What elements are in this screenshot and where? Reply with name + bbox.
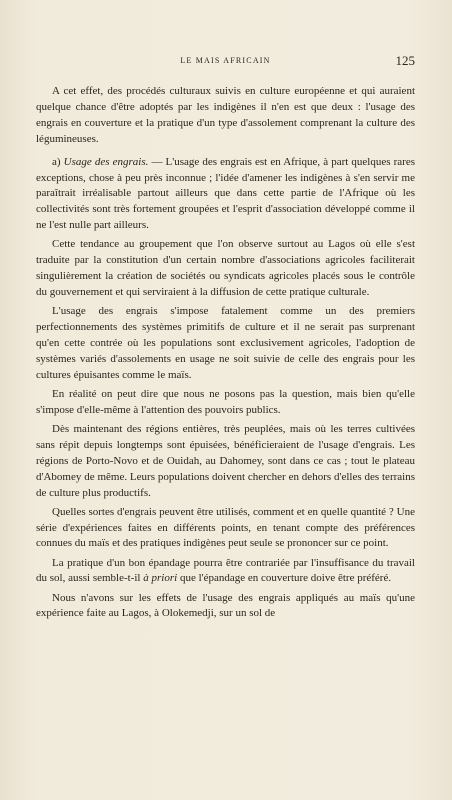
paragraph-6: Dès maintenant des régions entières, très peuplées, mais où les terres cultivées sans répit depuis longtemps sont épuisées, bénéficieraient de l'usage d'engrais. Les régions de Porto-Novo et de Ouidah, au Dahomey, sont dans ce cas ; tout le plateau d'Abomey de même. Leurs populations doivent chercher en dehors d'elles des terrains de culture plus productifs.	[36, 422, 415, 499]
paragraph-8-text-a: La pratique d'un bon épandage pourra être contrariée par l'insuffisance du travail du sol, aussi semble-t-il	[36, 556, 415, 585]
section-heading: Usage des engrais.	[63, 155, 149, 168]
section-text: — L'usage des engrais est en Afrique, à part quelques rares exceptions, chose à peu près inconnue ; l'idée d'amener les indigènes à s'en servir me paraîtrait irréalisable partout ailleurs que dans cette partie de l'Afrique où les collectivités sont très fortement groupées et l'esprit d'association développé comme il ne l'est nulle part ailleurs.	[36, 155, 415, 232]
running-head	[36, 53, 415, 69]
paragraph-8	[36, 556, 415, 588]
paragraph-5: En réalité on peut dire que nous ne posons pas la question, mais bien qu'elle s'impose d'elle-même à l'attention des pouvoirs publics.	[36, 387, 415, 416]
paragraph-8-italic: à priori	[143, 572, 178, 585]
paragraph-7: Quelles sortes d'engrais peuvent être utilisés, comment et en quelle quantité ? Une série d'expériences faites en différents points, en tenant compte des préférences connues du maïs et des pratiques indigènes peut seule se prononcer sur ce point.	[36, 505, 415, 550]
page-number: 125	[395, 53, 415, 68]
paragraph-3: Cette tendance au groupement que l'on observe surtout au Lagos où elle s'est traduite par la constitution d'un certain nombre d'associations agricoles faciliterait singulièrement la création de sociétés ou syndicats agricoles placés sous le contrôle du gouvernement et qui serviraient à la diffusion de cette pratique culturale.	[36, 238, 415, 299]
running-title: LE MAIS AFRICAIN	[180, 56, 271, 65]
paragraph-4: L'usage des engrais s'impose fatalement comme un des premiers perfectionnements des systèmes primitifs de culture et il ne serait pas surprenant qu'en cette contrée où les populations sont exclusivement agricoles, l'adoption de systèmes variés d'assolements en usage ne soit suivie de celle des engrais pour les cultures épuisantes comme le maïs.	[36, 305, 415, 381]
section-marker: a)	[52, 155, 64, 168]
paragraph-usage-des-engrais	[36, 155, 415, 235]
paragraph-9: Nous n'avons sur les effets de l'usage des engrais appliqués au maïs qu'une expérience faite au Lagos, à Olokemedji, sur un sol de	[36, 591, 415, 620]
paragraph-1: A cet effet, des procédés culturaux suivis en culture européenne et qui auraient quelque chance d'être adoptés par les indigènes il n'en est que deux : l'usage des engrais en couverture et la pratique d'un type d'assolement comprenant la culture des légumineuses.	[36, 85, 415, 145]
body-text	[36, 84, 415, 626]
paragraph-8-text-b: que l'épandage en couverture doive être préféré.	[177, 572, 392, 585]
